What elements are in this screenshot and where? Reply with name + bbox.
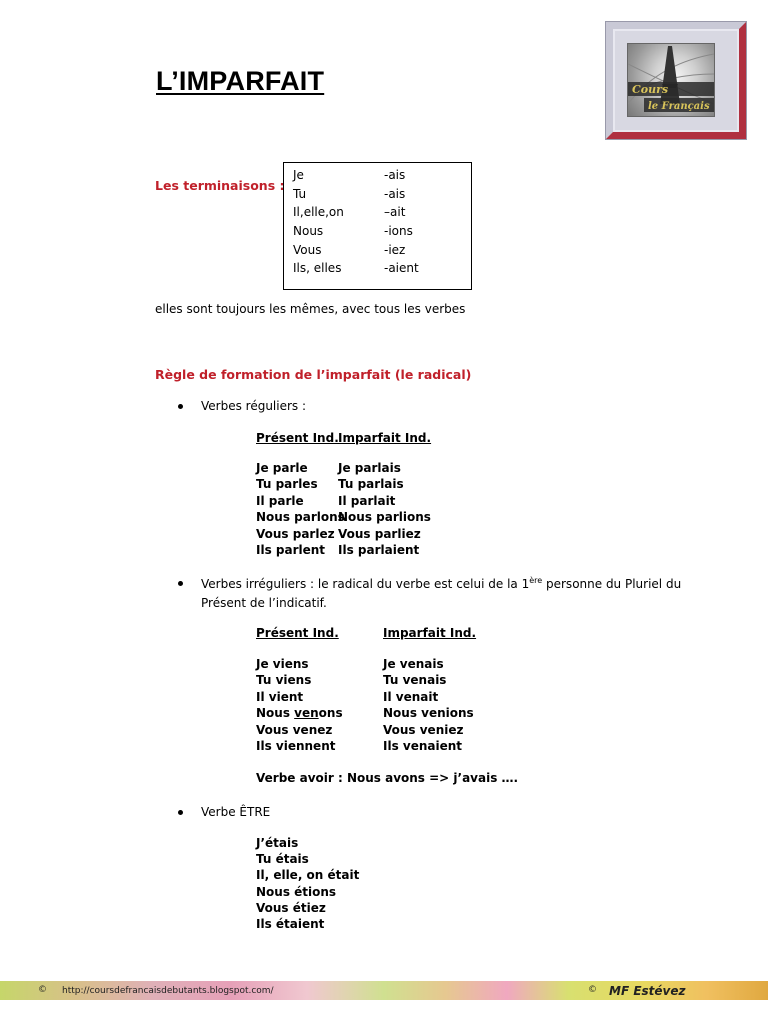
avoir-note: Verbe avoir : Nous avons => j’avais …. <box>256 771 519 785</box>
present-form: Tu viens <box>256 673 312 687</box>
imparfait-form: Je parlais <box>338 461 401 475</box>
bullet-icon <box>178 810 183 815</box>
imparfait-form: Vous parliez <box>338 527 421 541</box>
terminaisons-label: Les terminaisons : <box>155 178 285 193</box>
footer-url-link[interactable]: http://coursdefrancaisdebutants.blogspot.com/ <box>62 986 274 996</box>
term-pronoun: Vous <box>293 243 322 257</box>
present-header: Présent Ind. <box>256 626 339 640</box>
present-form-a: Nous <box>256 706 295 720</box>
imparfait-form: Nous venions <box>383 706 474 720</box>
etre-form: Nous étions <box>256 885 337 899</box>
present-form: Il parle <box>256 494 304 508</box>
term-pronoun: Tu <box>293 187 307 201</box>
footer-band <box>0 981 768 1000</box>
irreguliers-label <box>201 576 681 591</box>
present-form: Tu parles <box>256 477 318 491</box>
page-title: L’IMPARFAIT <box>156 66 325 96</box>
term-pronoun: Il,elle,on <box>293 205 344 219</box>
bullet-icon <box>178 404 183 409</box>
term-ending: -ions <box>384 224 413 238</box>
imparfait-form: Nous parlions <box>338 510 431 524</box>
imparfait-form: Ils parlaient <box>338 543 420 557</box>
imparfait-form: Tu venais <box>383 673 447 687</box>
etre-form: Il, elle, on était <box>256 868 360 882</box>
present-form: Vous venez <box>256 723 333 737</box>
eiffel-tower-logo-icon <box>627 43 715 117</box>
copyright-symbol-2: © <box>588 985 597 995</box>
bullet-icon <box>178 581 183 586</box>
etre-form: J’étais <box>256 836 299 850</box>
regle-heading: Règle de formation de l’imparfait (le radical) <box>155 367 472 382</box>
footer-author: MF Estévez <box>609 984 686 998</box>
present-form: Nous parlons <box>256 510 345 524</box>
irreguliers-label-line2: Présent de l’indicatif. <box>201 596 327 610</box>
terminaisons-table <box>283 162 472 290</box>
imparfait-form: Il venait <box>383 690 439 704</box>
imparfait-header: Imparfait Ind. <box>338 431 432 445</box>
imparfait-form: Je venais <box>383 657 444 671</box>
etre-form: Ils étaient <box>256 917 325 931</box>
imparfait-form: Tu parlais <box>338 477 404 491</box>
present-form: Il vient <box>256 690 304 704</box>
present-form: Je viens <box>256 657 309 671</box>
imparfait-form: Il parlait <box>338 494 396 508</box>
imparfait-header: Imparfait Ind. <box>383 626 477 640</box>
term-pronoun: Nous <box>293 224 324 238</box>
copyright-symbol: © <box>38 985 47 995</box>
term-pronoun: Je <box>293 168 304 182</box>
present-form: Je parle <box>256 461 308 475</box>
irreguliers-label-a: Verbes irréguliers : le radical du verbe est celui de la 1 <box>201 577 530 591</box>
present-form-b: ons <box>318 706 343 720</box>
present-form-radical: ven <box>294 706 319 720</box>
present-form: Ils parlent <box>256 543 326 557</box>
imparfait-form: Vous veniez <box>383 723 464 737</box>
imparfait-form: Ils venaient <box>383 739 463 753</box>
terminaisons-note: elles sont toujours les mêmes, avec tous les verbes <box>155 302 466 316</box>
reguliers-label: Verbes réguliers : <box>201 399 307 413</box>
term-pronoun: Ils, elles <box>293 261 342 275</box>
etre-form: Tu étais <box>256 852 309 866</box>
present-header: Présent Ind. <box>256 431 339 445</box>
term-ending: -iez <box>384 243 406 257</box>
term-ending: -ais <box>384 168 406 182</box>
present-form: Ils viennent <box>256 739 336 753</box>
term-ending: -ais <box>384 187 406 201</box>
term-ending: –ait <box>384 205 406 219</box>
term-ending: -aient <box>384 261 419 275</box>
irreguliers-label-b: personne du Pluriel du <box>542 577 682 591</box>
irreguliers-label-sup: ère <box>529 576 543 585</box>
present-form: Vous parlez <box>256 527 335 541</box>
svg-text:le Français: le Français <box>648 101 710 112</box>
etre-label: Verbe ÊTRE <box>201 805 271 819</box>
present-form-underlined <box>256 706 343 720</box>
etre-form: Vous étiez <box>256 901 326 915</box>
svg-text:Cours: Cours <box>632 83 669 96</box>
logo-image <box>606 22 746 139</box>
